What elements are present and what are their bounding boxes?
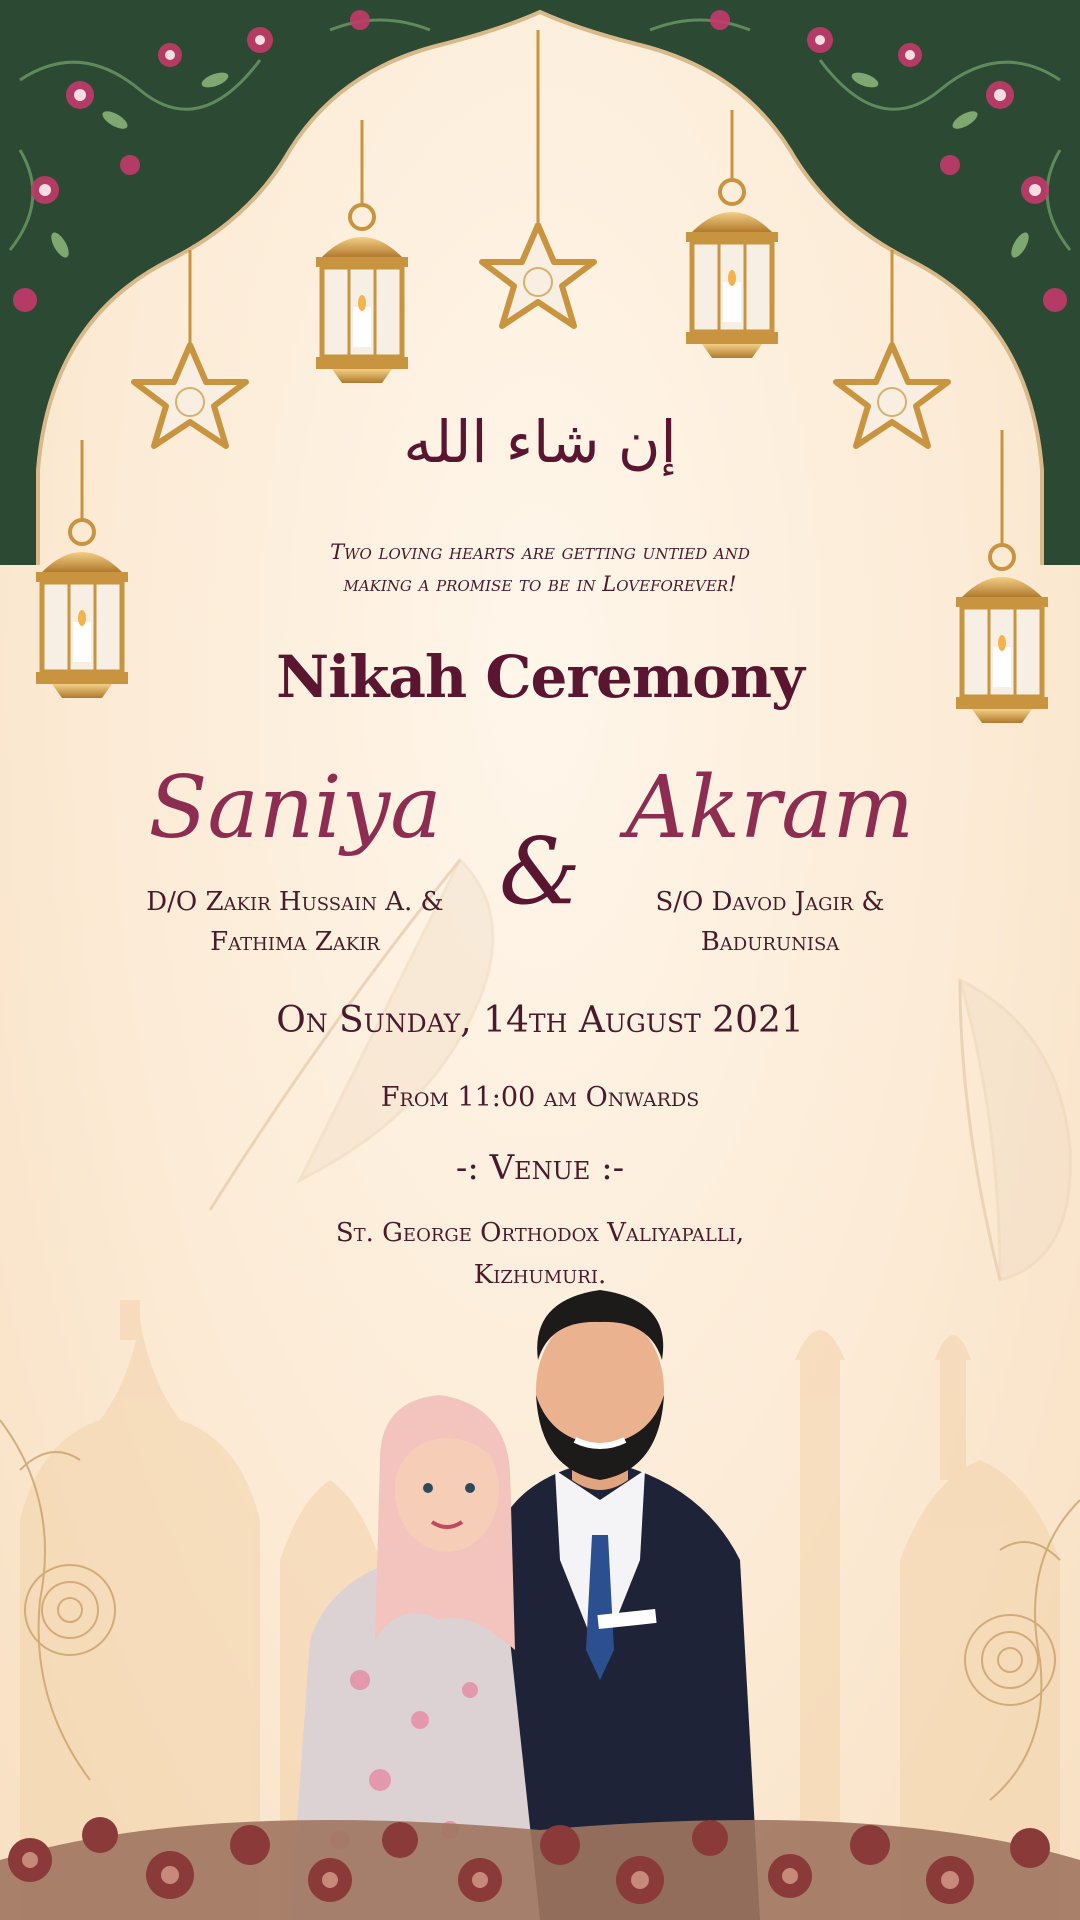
bride-parents-line-1: D/O Zakir Hussain A. & (146, 887, 444, 917)
venue-line-1: St. George Orthodox Valiyapalli, (335, 1218, 745, 1248)
venue-label: -: Venue :- (455, 1148, 625, 1188)
bride-parents-line-2: Fathima Zakir (210, 927, 380, 957)
ceremony-title: Nikah Ceremony (276, 643, 804, 711)
event-date: On Sunday, 14th August 2021 (276, 1000, 804, 1041)
tagline-line-2: making a promise to be in Loveforever! (343, 572, 737, 596)
bride-name: Saniya (148, 758, 442, 858)
tagline-line-1: Two loving hearts are getting untied and (330, 540, 750, 564)
event-time: From 11:00 am Onwards (380, 1082, 700, 1113)
ampersand: & (499, 818, 581, 925)
groom-parents-line-2: Badurunisa (700, 927, 840, 957)
groom-name: Akram (625, 758, 915, 858)
svg-text:إن شاء الله: إن شاء الله (403, 408, 677, 476)
groom-parents-line-1: S/O Davod Jagir & (655, 887, 885, 917)
venue-line-2: Kizhumuri. (473, 1260, 607, 1290)
